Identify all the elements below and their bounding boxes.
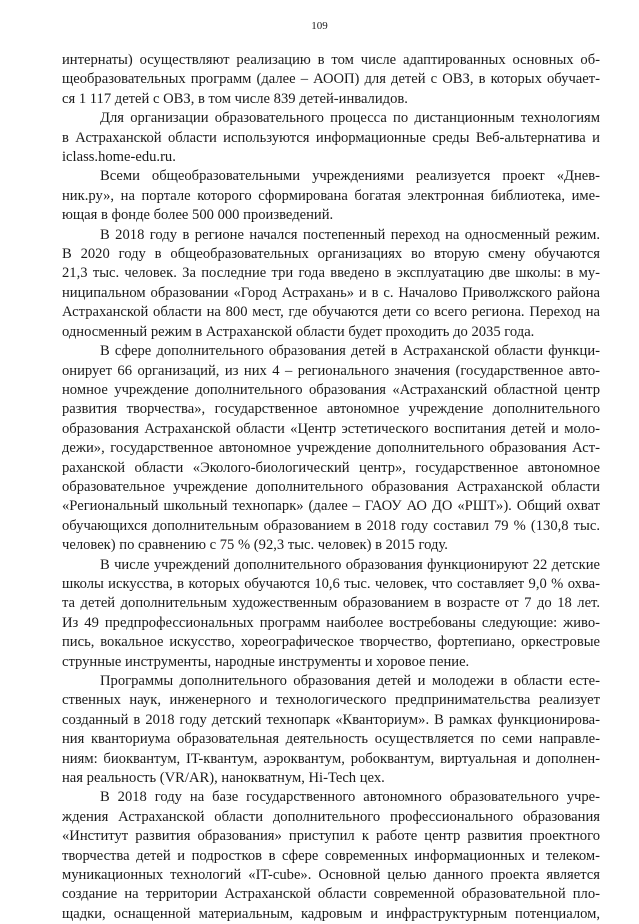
- text-line: человек) по сравнению с 75 % (92,3 тыс. человек) в 2015 году.: [62, 537, 448, 554]
- text-line: ник.ру», на портале которого сформирована богатая электронная библиотека, име-: [62, 187, 600, 204]
- text-line: развития творчества», государственное автономное учреждение дополнительного: [62, 401, 600, 418]
- text-line: Из 49 предпрофессиональных программ наиболее востребованы следующие: живо-: [62, 614, 600, 631]
- text-line: в Астраханской области используются информационные среды Веб-альтернатива и: [62, 129, 600, 146]
- text-line: В числе учреждений дополнительного образования функционируют 22 детские: [100, 556, 600, 573]
- text-line: муникационных технологий «IT-cube». Основной целью данного проекта является: [62, 867, 600, 884]
- text-line: iclass.home-edu.ru.: [62, 149, 176, 166]
- text-line: пись, вокальное искусство, хореографическое творчество, фортепиано, оркестровые: [62, 634, 600, 651]
- text-line: односменный режим в Астраханской области будет проходить до 2035 года.: [62, 323, 535, 340]
- paragraph-additional-education: [62, 342, 600, 555]
- text-line: ся 1 117 детей с ОВЗ, в том числе 839 детей-инвалидов.: [62, 90, 408, 107]
- text-line: ждения Астраханской области дополнительного профессионального образования: [62, 808, 600, 825]
- text-line: В 2018 году на базе государственного автономного образовательного учре-: [100, 789, 600, 806]
- text-line: ная реальность (VR/AR), нанокватнум, Hi-Tech цех.: [62, 770, 385, 787]
- page-number: 109: [311, 20, 328, 32]
- paragraph-single-shift: [62, 226, 600, 342]
- paragraph-it-cube: [62, 788, 600, 924]
- text-line: дежи», государственное автономное учреждение дополнительного образования Аст-: [62, 440, 600, 457]
- paragraph-dnevnik: [62, 167, 600, 225]
- text-line: щеобразовательных программ (далее – АООП) для детей с ОВЗ, в которых обучает-: [62, 71, 600, 88]
- text-line: раханской области «Эколого-биологический центр», государственное автономное: [62, 459, 600, 476]
- text-line: школы искусства, в которых обучаются 10,6 тыс. человек, что составляет 9,0 % охва-: [62, 575, 600, 592]
- paragraph-kvantorium: [62, 672, 600, 788]
- text-line: ниям: биоквантум, IT-квантум, аэроквантум, робоквантум, виртуальная и дополнен-: [62, 750, 600, 767]
- text-line: созданный в 2018 году детский технопарк «Кванториум». В рамках функционирова-: [62, 711, 600, 728]
- text-line: «Региональный школьный технопарк» (далее – ГАОУ АО ДО «РШТ»). Общий охват: [62, 498, 600, 515]
- text-line: Всеми общеобразовательными учреждениями реализуется проект «Днев-: [100, 168, 600, 185]
- text-line: В 2018 году в регионе начался постепенный переход на односменный режим.: [100, 226, 600, 243]
- text-line: В сфере дополнительного образования детей в Астраханской области функци-: [100, 343, 600, 360]
- text-line: та детей дополнительным художественным образованием в возрасте от 7 до 18 лет.: [62, 595, 600, 612]
- text-line: Для организации образовательного процесса по дистанционным технологиям: [100, 110, 600, 127]
- text-line: номное учреждение дополнительного образования «Астраханский областной центр: [62, 381, 600, 398]
- text-line: ния кванториума образовательная деятельность осуществляется по семи направле-: [62, 731, 600, 748]
- text-line: творчества детей и подростков в сфере современных информационных и телеком-: [62, 847, 600, 864]
- text-line: В 2020 году в общеобразовательных организациях во вторую смену обучаются: [62, 246, 600, 263]
- text-line: струнные инструменты, народные инструменты и хоровое пение.: [62, 653, 470, 670]
- text-line: обучающихся дополнительным образованием в 2018 году составил 79 % (130,8 тыс.: [62, 517, 600, 534]
- text-line: образовательное учреждение дополнительного образования Астраханской области: [62, 478, 600, 495]
- text-line: ющая в фонде более 500 000 произведений.: [62, 207, 334, 224]
- text-line: щадки, оснащенной материальным, кадровым и инфраструктурным потенциалом,: [62, 905, 600, 922]
- text-line: «Институт развития образования» приступил к работе центр развития проектного: [62, 828, 600, 845]
- text-line: Программы дополнительного образования детей и молодежи в области есте-: [100, 673, 600, 689]
- text-line: ниципальном образовании «Город Астрахань» и в с. Началово Приволжского района: [62, 284, 600, 301]
- text-line: 21,3 тыс. человек. За последние три года введено в эксплуатацию две школы: в му-: [62, 265, 600, 282]
- text-line: образования Астраханской области «Центр эстетического воспитания детей и моло-: [62, 420, 600, 437]
- paragraph-distance-learning: [62, 109, 600, 167]
- text-line: создание на территории Астраханской области современной образовательной пло-: [62, 886, 600, 903]
- text-line: онирует 66 организаций, из них 4 – регионального значения (государственное авто-: [62, 362, 600, 379]
- text-line: интернаты) осуществляют реализацию в том числе адаптированных основных об-: [62, 52, 600, 68]
- text-line: Астраханской области на 800 мест, где обучаются дети со всего региона. Переход на: [62, 304, 600, 321]
- paragraph-art-schools: [62, 556, 600, 672]
- paragraph-intro: [62, 51, 600, 109]
- text-line: ственных наук, инженерного и технологического предпринимательства реализует: [62, 692, 600, 709]
- document-body: [62, 51, 600, 924]
